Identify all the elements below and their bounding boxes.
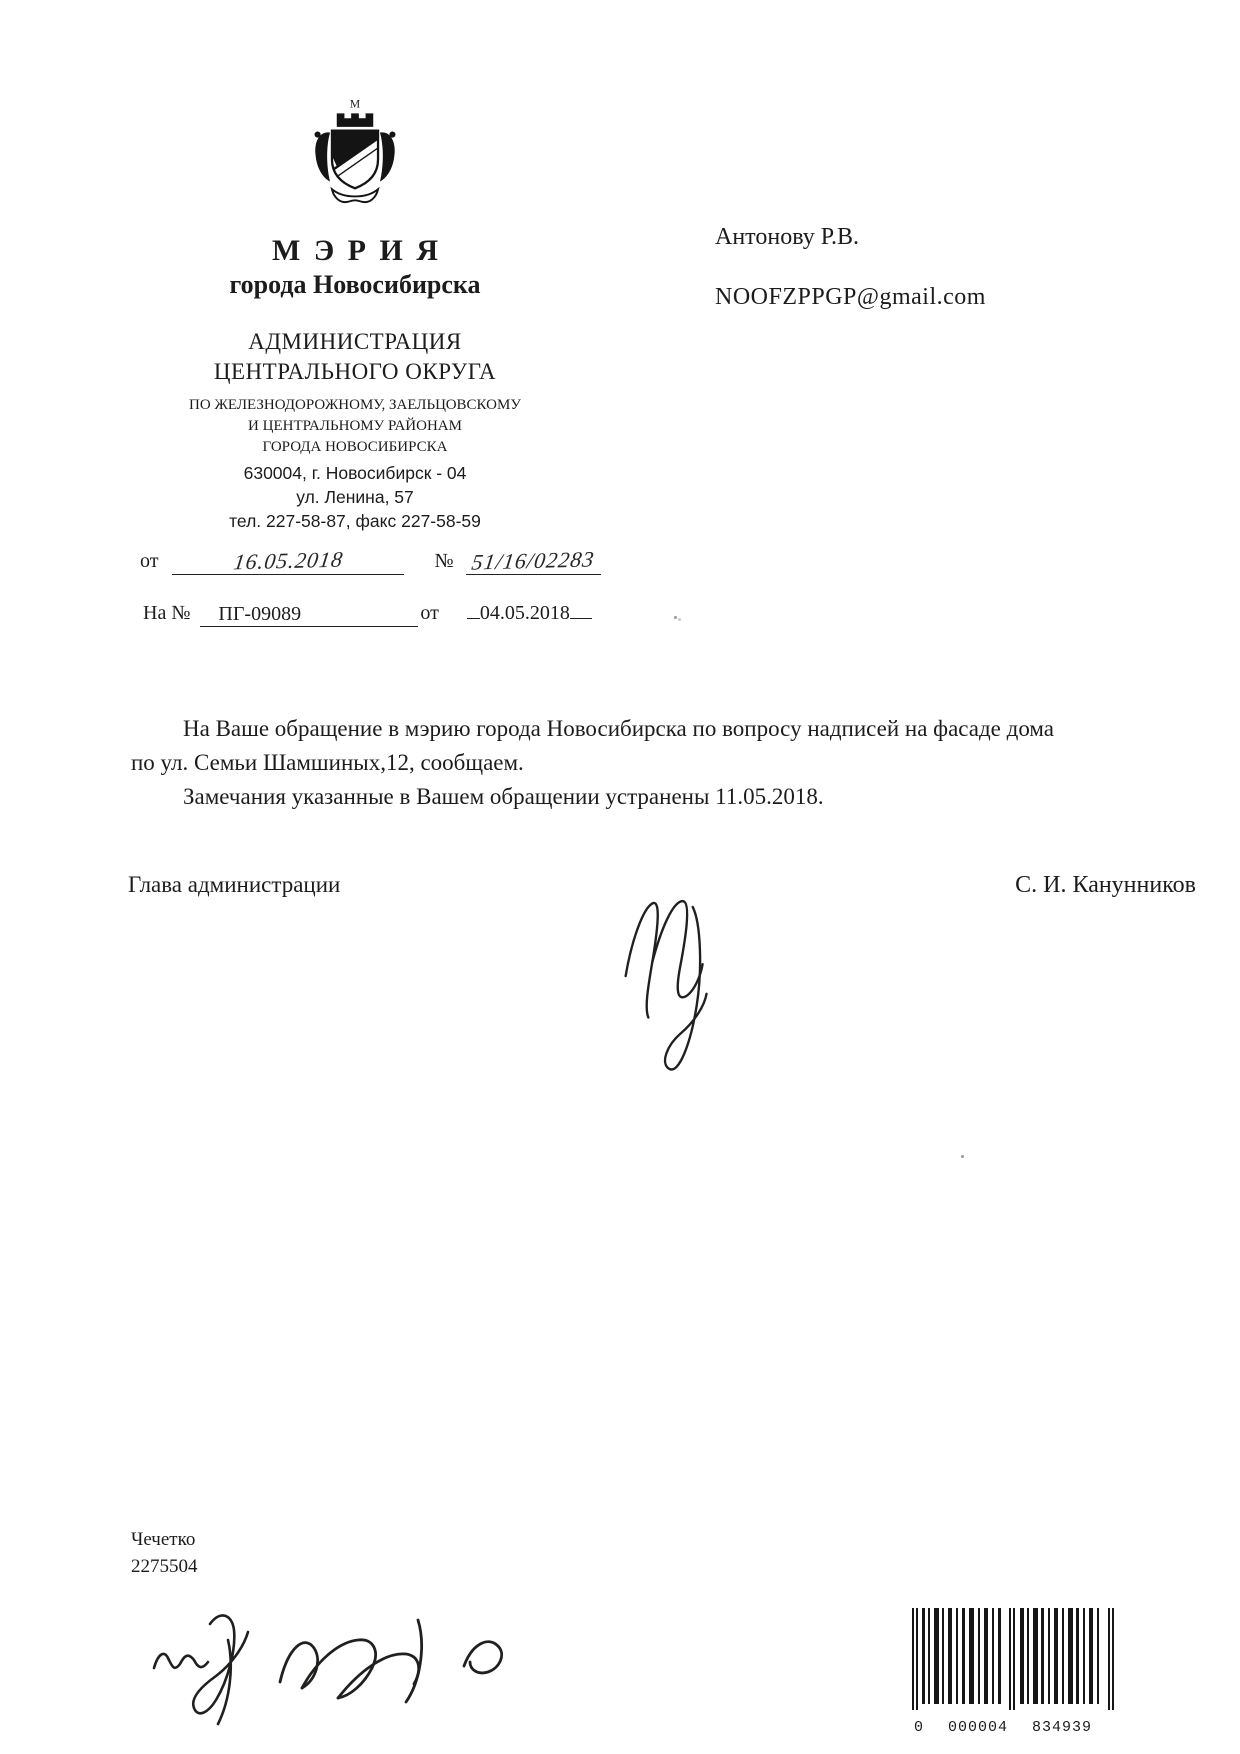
executor-phone: 2275504 (131, 1556, 198, 1577)
in-number-field (200, 603, 418, 627)
street-address: ул. Ленина, 57 (296, 487, 414, 507)
emblem-crown (337, 113, 373, 126)
visa-signature-right-ink (268, 1602, 513, 1717)
emblem-supporter-right (380, 132, 395, 181)
subdept-line-1: ПО ЖЕЛЕЗНОДОРОЖНОМУ, ЗАЕЛЬЦОВСКОМУ (189, 397, 521, 413)
outgoing-reference-row (140, 548, 601, 575)
in-date-field (467, 602, 592, 627)
out-date-field (172, 548, 404, 575)
org-name: МЭРИЯ (272, 234, 452, 267)
emblem-supporter-left (315, 132, 330, 181)
out-number-field (466, 548, 601, 575)
body-paragraph-1: На Ваше обращение в мэрию города Новосибирска по вопросу надписей на фасаде дома по ул. Семьи Шамшиных,12, сообщаем. (131, 716, 1055, 775)
barcode-number: 0 000004 834939 (914, 1719, 1093, 1736)
barcode (912, 1608, 1124, 1736)
scan-speck (674, 616, 677, 619)
head-signature-ink (598, 876, 746, 1081)
visa-signature-left-ink (146, 1596, 266, 1736)
barcode-bars (912, 1608, 1118, 1710)
subdept-line-3: ГОРОДА НОВОСИБИРСКА (262, 439, 448, 455)
executor-block (131, 1526, 198, 1580)
recipient-block (715, 222, 986, 311)
org-city: города Новосибирска (229, 270, 481, 299)
scan-speck (678, 618, 681, 621)
in-date-value: 04.05.2018 (479, 602, 570, 624)
phone-fax: тел. 227-58-87, факс 227-58-59 (229, 511, 481, 531)
out-number-label: № (434, 550, 454, 572)
postal-address: 630004, г. Новосибирск - 04 (243, 463, 467, 483)
out-date-handwritten: 16.05.2018 (232, 546, 345, 575)
dept-line-2: ЦЕНТРАЛЬНОГО ОКРУГА (213, 359, 497, 384)
in-date-label: от (420, 602, 439, 624)
novosibirsk-coat-of-arms-icon (307, 96, 403, 223)
recipient-email: NOOFZPPGP@gmail.com (715, 284, 986, 310)
underscore-mark (570, 614, 592, 619)
incoming-reference-row (143, 602, 592, 627)
letterhead (110, 96, 600, 533)
body-paragraph-2: Замечания указанные в Вашем обращении устранены 11.05.2018. (183, 784, 824, 809)
out-date-label: от (140, 550, 159, 572)
executor-name: Чечетко (131, 1529, 196, 1550)
in-number-label: На № (143, 602, 191, 624)
scan-speck (961, 1155, 964, 1158)
signer-title: Глава администрации (128, 872, 341, 897)
out-number-handwritten: 51/16/02283 (470, 546, 597, 575)
letter-body (131, 712, 1079, 814)
in-number-value: ПГ-09089 (218, 603, 302, 625)
emblem-ribbon (332, 189, 378, 202)
recipient-name: Антонову Р.В. (715, 224, 860, 250)
emblem-letter: М (349, 98, 361, 111)
signer-name: С. И. Канунников (1015, 872, 1196, 898)
underscore-mark (467, 614, 480, 619)
dept-line-1: АДМИНИСТРАЦИЯ (248, 329, 462, 354)
subdept-line-2: И ЦЕНТРАЛЬНОМУ РАЙОНАМ (248, 418, 462, 434)
